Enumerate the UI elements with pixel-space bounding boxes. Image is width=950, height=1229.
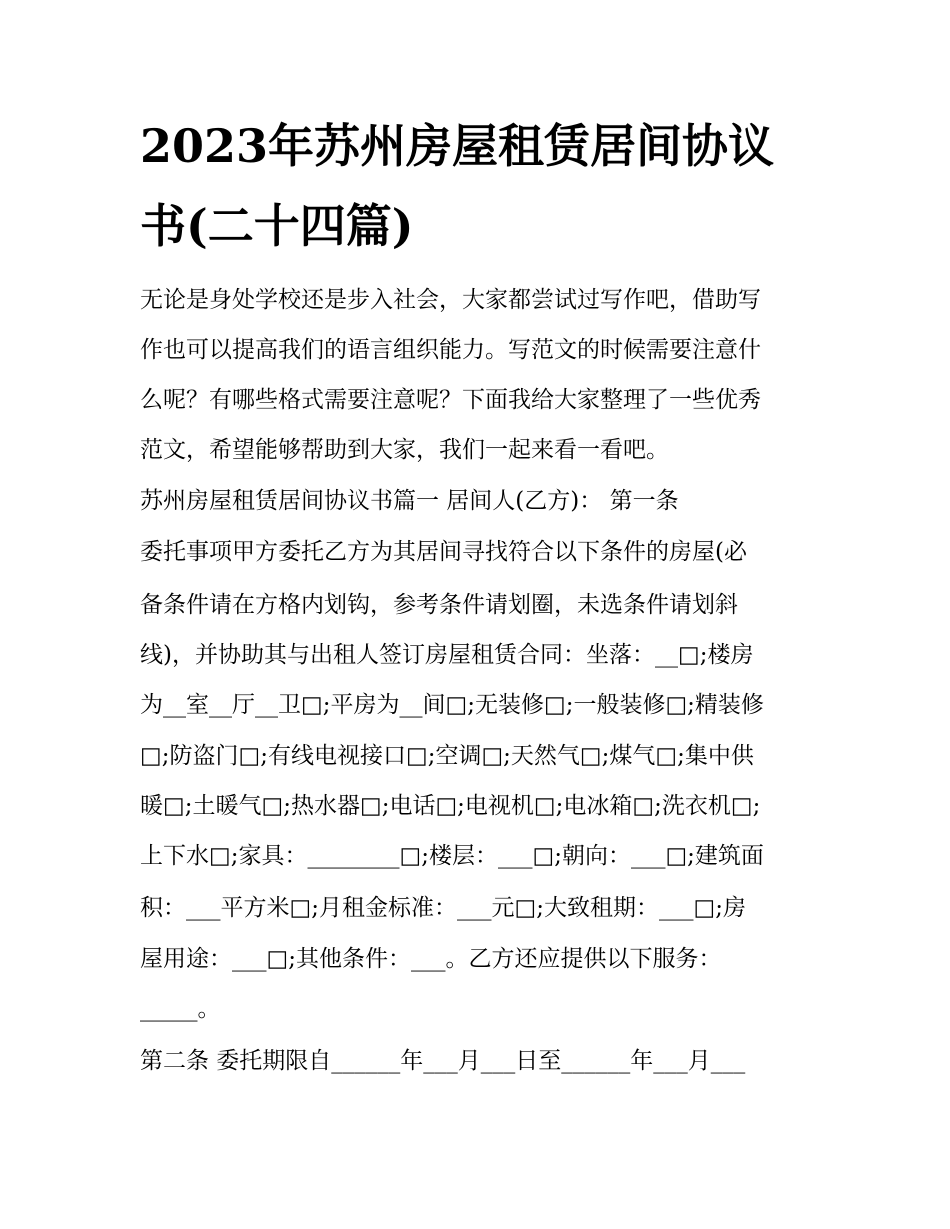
section-heading-line: 苏州房屋租赁居间协议书篇一 居间人(乙方)： 第一条 — [140, 488, 679, 514]
title-year: 2023 — [140, 119, 269, 173]
body-line: 屋用途：___□;其他条件：___。乙方还应提供以下服务： — [140, 946, 722, 972]
body-line: 为__室__厅__卫□;平房为__间□;无装修□;一般装修□;精装修 — [140, 692, 764, 718]
body-line: 作也可以提高我们的语言组织能力。写范文的时候需要注意什 — [140, 337, 761, 363]
document-title-line-1 — [140, 119, 820, 173]
body-line: _____。 — [140, 996, 221, 1022]
body-line: □;防盗门□;有线电视接口□;空调□;天然气□;煤气□;集中供 — [140, 743, 754, 769]
body-line: 线)，并协助其与出租人签订房屋租赁合同：坐落：__□;楼房 — [140, 642, 754, 668]
body-line: 无论是身处学校还是步入社会，大家都尝试过写作吧，借助写 — [140, 287, 761, 313]
document-title-line-2: 书(二十四篇) — [140, 199, 414, 253]
body-line: 上下水□;家具：________□;楼层：___□;朝向：___□;建筑面 — [140, 843, 764, 869]
body-line: 备条件请在方格内划钩，参考条件请划圈，未选条件请划斜 — [140, 592, 738, 618]
body-line: 范文，希望能够帮助到大家，我们一起来看一看吧。 — [140, 437, 669, 463]
body-line: 积：___平方米□;月租金标准：___元□;大致租期：___□;房 — [140, 895, 746, 921]
body-line: 第二条 委托期限自______年___月___日至______年___月___ — [140, 1048, 746, 1074]
body-line: 么呢？有哪些格式需要注意呢？下面我给大家整理了一些优秀 — [140, 387, 761, 413]
body-line: 暖□;土暖气□;热水器□;电话□;电视机□;电冰箱□;洗衣机□; — [140, 793, 761, 819]
body-line: 委托事项甲方委托乙方为其居间寻找符合以下条件的房屋(必 — [140, 539, 747, 565]
title-text: 年苏州房屋租赁居间协议 — [268, 119, 775, 173]
